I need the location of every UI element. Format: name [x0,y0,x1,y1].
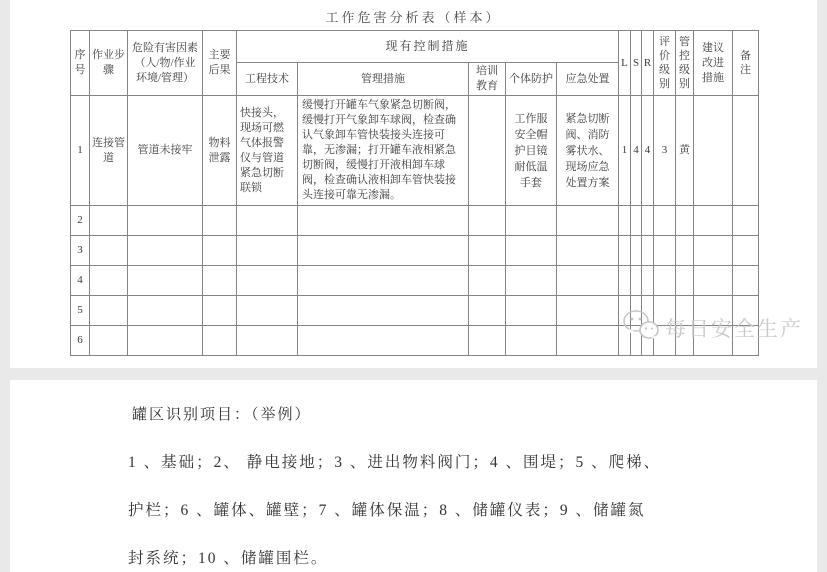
cell-consequence: 物料泄露 [203,96,237,206]
col-header-hazard: 危险有害因素（人/物/作业环境/管理） [128,31,203,96]
cell-eval-level: 3 [654,96,676,206]
cell-step: 连接管道 [90,96,128,206]
cell-seq: 5 [71,296,90,326]
col-header-suggestion-label: 建议改进措施 [702,41,725,84]
wechat-icon [622,309,660,347]
col-header-r: R [642,31,654,96]
col-header-eval-level [654,31,676,96]
cell-r: 4 [642,96,654,206]
cell-ppe: 工作服安全帽护目镜耐低温手套 [506,96,557,206]
col-header-control-level-label: 管控级别 [679,35,691,90]
cell-engineering: 快接头，现场可燃气体报警仪与管道紧急切断联锁 [237,96,298,206]
notes-panel [10,380,817,572]
col-header-consequence: 主要后果 [203,31,237,96]
col-header-management: 管理措施 [298,63,469,96]
col-header-step: 作业步骤 [90,31,128,96]
table-row [71,266,759,296]
cell-management: 缓慢打开罐车气象紧急切断阀，缓慢打开气象卸车球阀，检查确认气象卸车管快装接头连接可靠，无渗漏；打开罐车液相紧急切断阀，缓慢打开液相卸车球阀，检查确认液相卸车管快装接头连接可靠无渗漏。 [298,96,469,206]
note-line: 1 、基础；2、 静电接地；3 、进出物料阀门；4 、围堤；5 、爬梯、 [128,454,662,471]
note-line: 封系统；10 、储罐围栏。 [128,550,329,567]
col-header-ppe: 个体防护 [506,63,557,96]
col-header-existing-controls: 现有控制措施 [237,31,619,63]
col-header-control-level [676,31,694,96]
col-header-emergency: 应急处置 [557,63,619,96]
col-header-l: L [619,31,631,96]
cell-seq: 6 [71,326,90,356]
col-header-training: 培训教育 [469,63,506,96]
col-header-s: S [631,31,642,96]
table-row [71,206,759,236]
cell-l: 1 [619,96,631,206]
cell-training [469,96,506,206]
note-line: 护栏；6 、罐体、罐壁；7 、罐体保温；8 、储罐仪表；9 、储罐氮 [128,502,646,519]
col-header-seq: 序号 [71,31,90,96]
cell-seq: 1 [71,96,90,206]
table-row [71,96,759,206]
watermark [622,308,803,348]
cell-emergency: 紧急切断阀、消防雾状水、现场应急处置方案 [557,96,619,206]
cell-s: 4 [631,96,642,206]
cell-seq: 2 [71,206,90,236]
col-header-remark-label: 备注 [740,49,752,76]
cell-seq: 3 [71,236,90,266]
watermark-text: 每日安全生产 [665,317,803,341]
document-title: 工作危害分析表（样本） [325,10,502,25]
cell-seq: 4 [71,266,90,296]
col-header-engineering: 工程技术 [237,63,298,96]
cell-suggestion [694,96,733,206]
cell-control-level: 黄 [676,96,694,206]
cell-hazard: 管道未接牢 [128,96,203,206]
col-header-eval-level-label: 评价级别 [659,35,671,90]
notes-heading: 罐区识别项目：（举例） [132,407,312,423]
cell-remark [733,96,759,206]
col-header-suggestion [694,31,733,96]
col-header-remark [733,31,759,96]
table-row [71,236,759,266]
